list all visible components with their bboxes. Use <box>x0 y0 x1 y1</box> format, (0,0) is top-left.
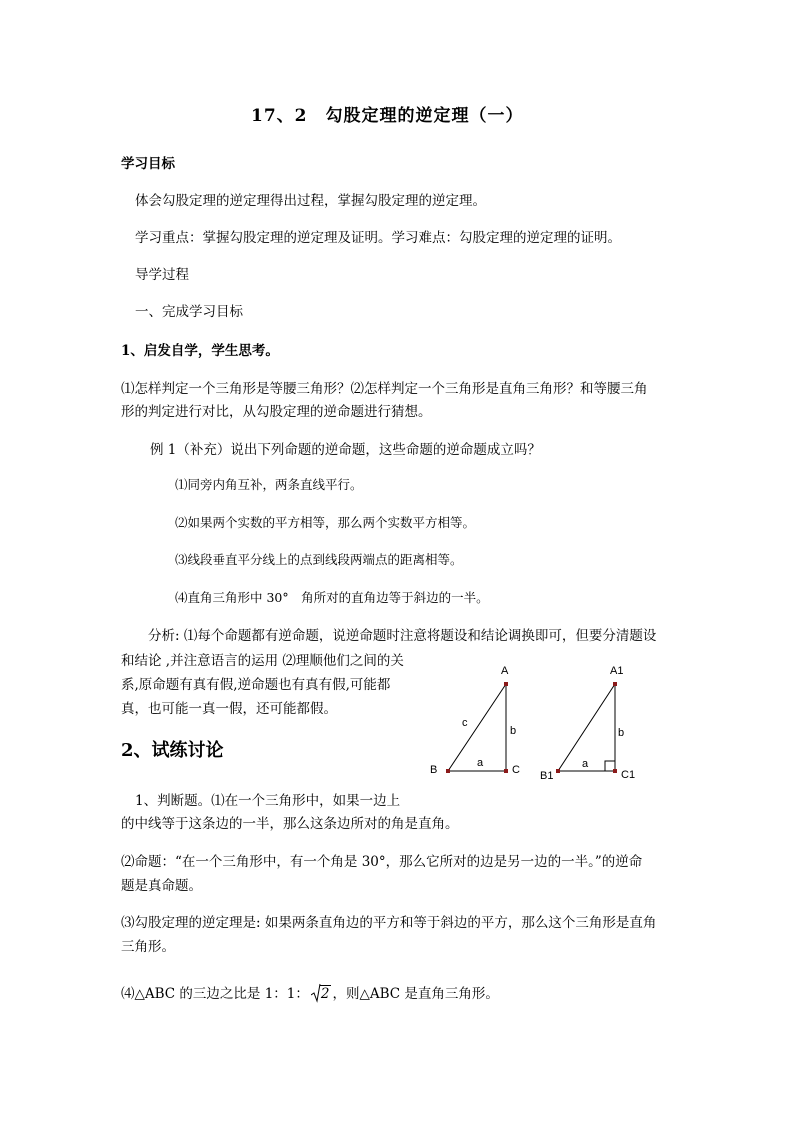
label-c: C <box>512 764 520 776</box>
label-b1: B1 <box>540 770 554 782</box>
label-c1: C1 <box>621 769 636 781</box>
example-item: ⑷直角三角形中 30° 角所对的直角边等于斜边的一半。 <box>175 590 489 605</box>
part-one-heading: 一、完成学习目标 <box>135 304 243 320</box>
judge-item-4-suffix: ，则△ABC 是直角三角形。 <box>332 986 499 1002</box>
example-item: ⑵如果两个实数的平方相等，那么两个实数平方相等。 <box>175 515 476 530</box>
section1-heading: 1、启发自学，学生思考。 <box>121 343 279 359</box>
judge-item-4 <box>121 985 499 1003</box>
judge-item-4-prefix: ⑷△ABC 的三边之比是 1：1： <box>121 986 309 1002</box>
point-c <box>504 769 508 773</box>
label-side-b1: b <box>618 727 625 739</box>
triangle-abc <box>430 665 520 776</box>
judge-item-3-line-1: ⑶勾股定理的逆定理是: 如果两条直角边的平方和等于斜边的平方，那么这个三角形是直角 <box>121 915 657 931</box>
objectives-heading: 学习目标 <box>121 156 175 172</box>
label-b: B <box>430 764 438 776</box>
label-a1: A1 <box>610 665 624 677</box>
judge-item-3-line-2: 三角形。 <box>121 939 175 955</box>
point-a1 <box>613 682 617 686</box>
example-heading: 例 1（补充）说出下列命题的逆命题，这些命题的逆命题成立吗？ <box>150 442 541 458</box>
judge-item-2-line-1: ⑵命题：“在一个三角形中，有一个角是 30°，那么它所对的边是另一边的一半。”的逆命 <box>121 854 643 870</box>
judge-line-2: 的中线等于这条边的一半，那么这条边所对的角是直角。 <box>121 816 459 832</box>
sqrt-symbol <box>311 985 331 1003</box>
analysis-line-2: 和结论 ,并注意语言的运用 ⑵理顺他们之间的关 <box>121 653 404 669</box>
analysis-line-1: 分析: ⑴每个命题都有逆命题，说逆命题时注意将题设和结论调换即可，但要分清题设 <box>148 628 657 644</box>
label-side-a1: a <box>582 758 589 770</box>
question-line-1: ⑴怎样判定一个三角形是等腰三角形？⑵怎样判定一个三角形是直角三角形？和等腰三角 <box>121 381 648 397</box>
label-a: A <box>501 665 509 677</box>
label-side-c: c <box>462 717 468 729</box>
point-b <box>446 769 450 773</box>
triangles-figure <box>425 660 665 785</box>
analysis-line-4: 真，也可能一真一假，还可能都假。 <box>121 701 337 717</box>
section2-heading: 2、试练讨论 <box>121 740 224 761</box>
judge-line-1: 1、判断题。⑴在一个三角形中，如果一边上 <box>135 793 401 809</box>
question-line-2: 形的判定进行对比，从勾股定理的逆命题进行猜想。 <box>121 404 432 420</box>
page-title: 17、2 勾股定理的逆定理（一） <box>251 106 524 126</box>
focus-text: 学习重点：掌握勾股定理的逆定理及证明。学习难点：勾股定理的逆定理的证明。 <box>135 230 621 246</box>
triangle-a1b1c1 <box>540 665 635 782</box>
judge-item-2-line-2: 题是真命题。 <box>121 878 202 894</box>
point-a <box>504 682 508 686</box>
example-item: ⑴同旁内角互补，两条直线平行。 <box>175 477 363 492</box>
sqrt-radicand: 2 <box>320 986 330 1002</box>
point-b1 <box>556 769 560 773</box>
analysis-line-3: 系,原命题有真有假,逆命题也有真有假,可能都 <box>121 677 391 693</box>
objective-text: 体会勾股定理的逆定理得出过程，掌握勾股定理的逆定理。 <box>135 193 486 209</box>
example-item: ⑶线段垂直平分线上的点到线段两端点的距离相等。 <box>175 552 463 567</box>
label-side-a: a <box>477 757 484 769</box>
radical-sign-icon <box>311 983 321 1003</box>
label-side-b: b <box>510 725 517 737</box>
guide-process: 导学过程 <box>135 267 189 283</box>
point-c1 <box>613 769 617 773</box>
